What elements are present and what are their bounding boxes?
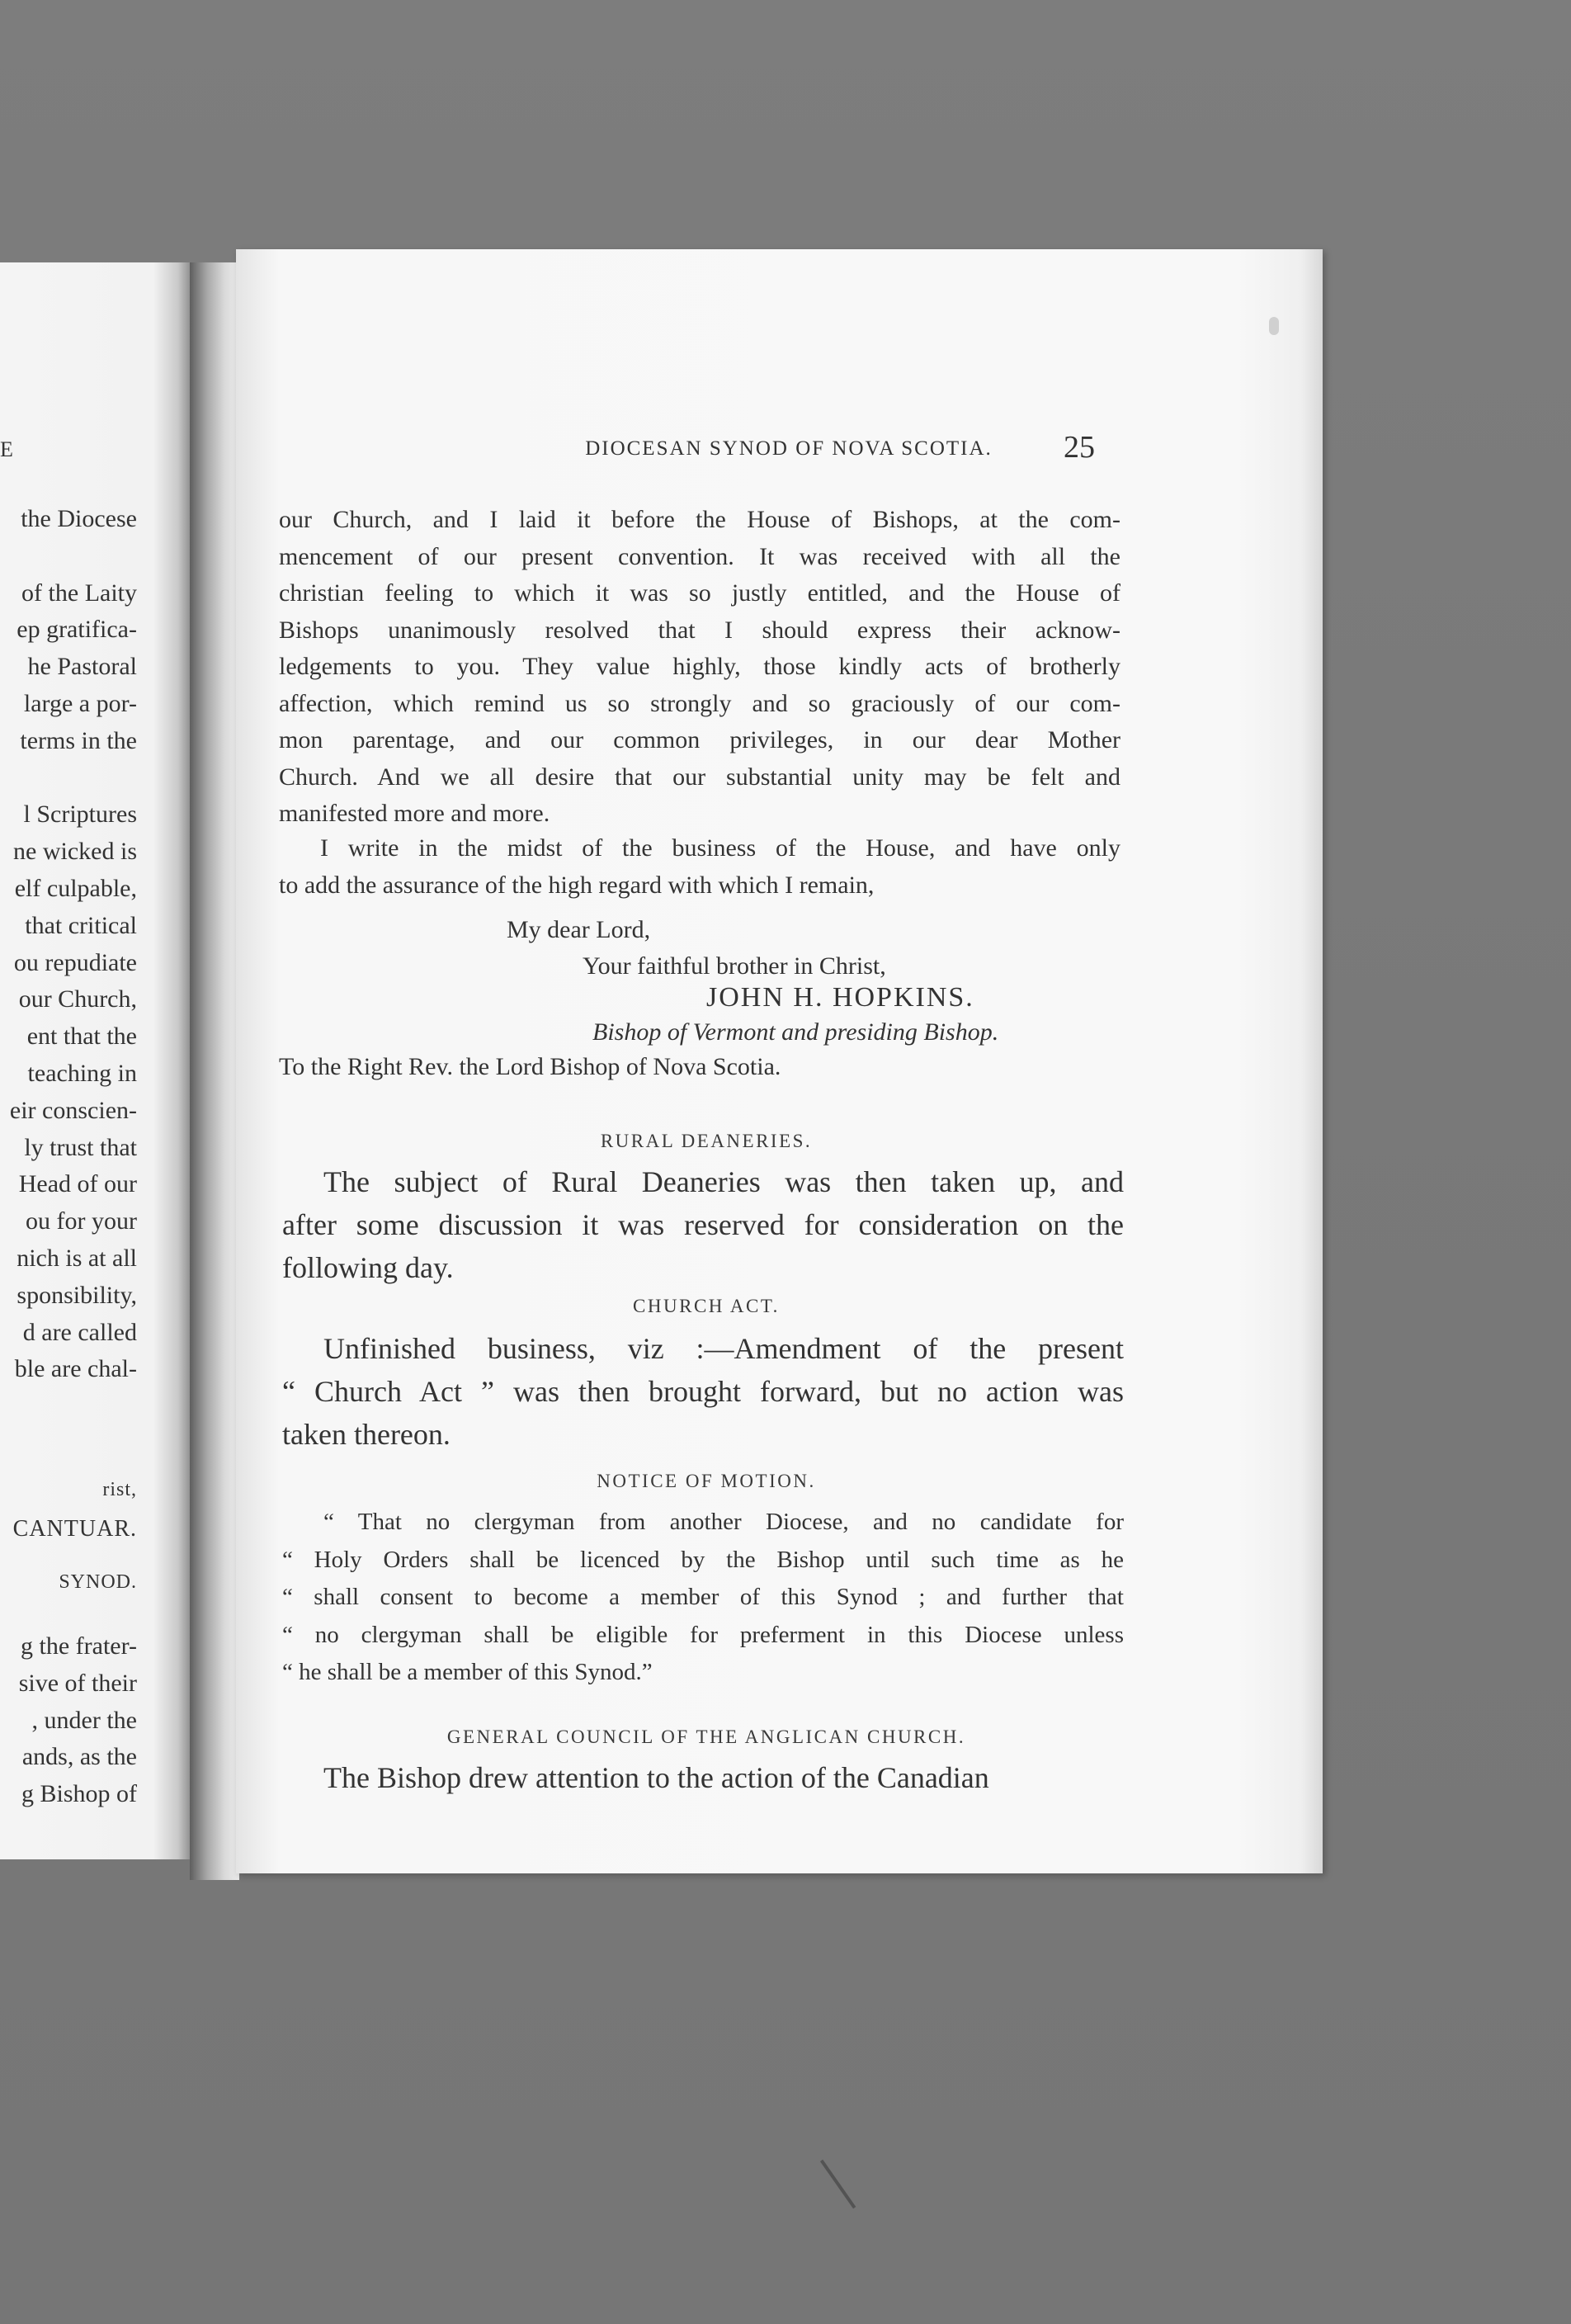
section-title-general-council: GENERAL COUNCIL OF THE ANGLICAN CHURCH. (446, 1726, 966, 1747)
left-text-line: eir conscien- (9, 1096, 137, 1124)
left-text-line: elf culpable, (14, 875, 137, 902)
text-line: “ That no clergyman from another Diocese, and no candidate for (323, 1509, 1124, 1535)
paper-blemish (1269, 317, 1279, 335)
text-line: mencement of our present convention. It was received with all the (279, 542, 1120, 570)
section-title-notice-of-motion: NOTICE OF MOTION. (597, 1471, 816, 1491)
text-line: affection, which remind us so strongly and so graciously of our com- (279, 689, 1120, 717)
right-page (236, 249, 1323, 1873)
book-gutter (190, 262, 239, 1880)
text-line: following day. (282, 1251, 454, 1284)
left-text-line: l Scriptures (23, 801, 137, 829)
left-text-line: terms in the (20, 726, 137, 754)
text-line: “ he shall be a member of this Synod.” (282, 1659, 653, 1685)
left-text-line: ble are chal- (14, 1355, 137, 1383)
addressee: To the Right Rev. the Lord Bishop of Nova Scotia. (279, 1053, 781, 1080)
left-text-line: g Bishop of (21, 1780, 137, 1808)
left-text-line: sponsibility, (17, 1281, 137, 1309)
left-text-line: ent that the (26, 1023, 137, 1051)
salutation: My dear Lord, (507, 916, 651, 943)
left-running-head-fragment: E (0, 437, 14, 461)
section-text-general-council (282, 1756, 1124, 1799)
text-line: christian feeling to which it was so justly entitled, and the House of (279, 579, 1120, 607)
letter-paragraph-2 (279, 830, 1120, 904)
left-text-line: nich is at all (17, 1245, 137, 1272)
left-signature: CANTUAR. (12, 1516, 137, 1542)
text-line: Unfinished business, viz :—Amendment of the present (323, 1332, 1124, 1365)
section-title-church-act: CHURCH ACT. (633, 1296, 780, 1316)
left-sign-off: rist, (102, 1479, 137, 1500)
left-text-line: he Pastoral (27, 653, 137, 681)
text-line: Church. And we all desire that our substantial unity may be felt and (279, 763, 1120, 791)
section-text-church-act (282, 1327, 1124, 1456)
page-number: 25 (1064, 430, 1095, 465)
text-line: The Bishop drew attention to the action of the Canadian (323, 1761, 989, 1794)
left-text-line: ep gratifica- (17, 616, 137, 644)
signatory-name: JOHN H. HOPKINS. (706, 982, 974, 1013)
text-line: Bishops unanimously resolved that I should express their acknow- (279, 616, 1120, 644)
left-text-line: of the Laity (21, 579, 137, 607)
text-line: ledgements to you. They value highly, those kindly acts of brotherly (279, 653, 1120, 680)
left-text-line: our Church, (18, 985, 137, 1013)
left-text-line: , under the (31, 1706, 137, 1734)
left-text-line: ne wicked is (13, 838, 137, 866)
text-line: “ Church Act ” was then brought forward, but no action was (282, 1375, 1124, 1408)
signatory-title: Bishop of Vermont and presiding Bishop. (592, 1018, 999, 1046)
left-text-line: g the frater- (21, 1632, 137, 1660)
text-line: taken thereon. (282, 1418, 451, 1451)
letter-paragraph-1 (279, 502, 1120, 833)
valediction: Your faithful brother in Christ, (583, 952, 886, 980)
text-line: manifested more and more. (279, 800, 550, 827)
text-line: after some discussion it was reserved for consideration on the (282, 1208, 1124, 1241)
left-text-line: the Diocese (21, 505, 137, 532)
left-text-line: Head of our (18, 1170, 137, 1198)
left-text-line: ou repudiate (13, 948, 137, 976)
text-line: “ Holy Orders shall be licenced by the Bishop until such time as he (282, 1546, 1124, 1573)
left-text-line: d are called (22, 1318, 137, 1346)
left-text-line: that critical (25, 911, 137, 939)
section-text-rural-deaneries (282, 1160, 1124, 1289)
left-text-line: sive of their (18, 1669, 137, 1697)
left-text-line: large a por- (23, 690, 137, 717)
section-title-rural-deaneries: RURAL DEANERIES. (600, 1131, 813, 1151)
text-line: “ shall consent to become a member of this Synod ; and further that (282, 1584, 1124, 1610)
text-line: mon parentage, and our common privileges, in our dear Mother (279, 726, 1120, 753)
running-head: DIOCESAN SYNOD OF NOVA SCOTIA. (585, 437, 993, 460)
left-text-line: ands, as the (21, 1743, 137, 1771)
text-line: The subject of Rural Deaneries was then taken up, and (323, 1165, 1124, 1198)
text-line: “ no clergyman shall be eligible for preferment in this Diocese unless (282, 1621, 1124, 1648)
text-line: to add the assurance of the high regard with which I remain, (279, 871, 875, 899)
left-text-line: teaching in (27, 1060, 137, 1087)
text-line: I write in the midst of the business of the House, and have only (320, 834, 1120, 862)
left-text-line: ly trust that (24, 1133, 137, 1161)
text-line: our Church, and I laid it before the House of Bishops, at the com- (279, 506, 1120, 533)
left-section-head: SYNOD. (59, 1571, 137, 1593)
left-page (0, 262, 191, 1859)
section-text-notice-of-motion (282, 1504, 1124, 1692)
left-text-line: ou for your (26, 1207, 137, 1235)
